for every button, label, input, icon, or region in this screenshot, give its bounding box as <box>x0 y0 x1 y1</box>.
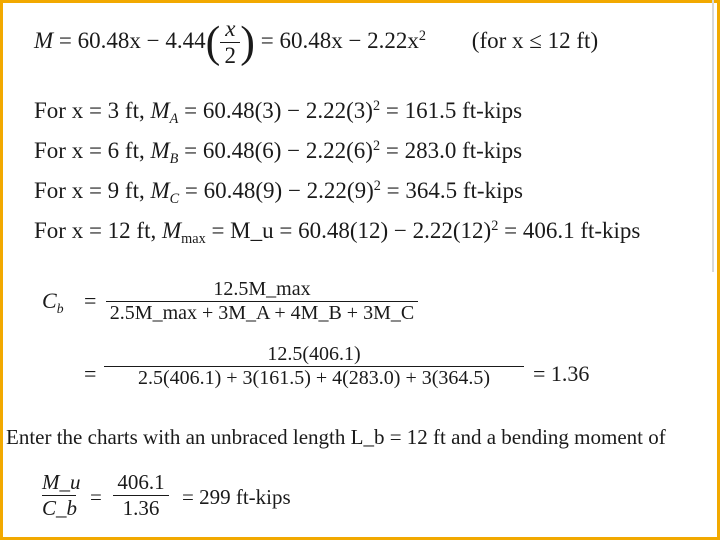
cb-general-numerator: 12.5M_max <box>213 278 311 300</box>
instruction-text: Enter the charts with an unbraced length L_b = 12 ft and a bending moment of <box>6 425 666 449</box>
cb-equals-1: = <box>84 288 97 313</box>
mu-result: = 299 ft-kips <box>182 485 291 509</box>
moment-row-max: For x = 12 ft, $M_{max}$ = M_u = $60.48(12) - 2.22(12)^2 = 406.1$ ft-kips <box>34 218 641 247</box>
cb-general-fraction <box>106 278 418 325</box>
cb-result: = 1.36 <box>533 361 590 386</box>
cb-numeric-numerator: 12.5(406.1) <box>267 343 361 365</box>
numeric-ratio-fraction: 406.1 1.36 <box>113 470 169 521</box>
cb-equals-2: = <box>84 361 97 386</box>
panel-edge-line <box>712 0 714 272</box>
cb-numeric-fraction <box>104 343 524 390</box>
condition-label: (for x ≤ 12 ft) <box>471 27 599 53</box>
moment-equation: M = 60.48x − 4.44( $\frac{x}{2}$ ) = $60.48x - 2.22x^2$ (for x ≤ 12 ft) <box>34 16 599 68</box>
moment-row-a: For x = 3 ft, $M_A = 60.48(3) - 2.22(3)^2 = 161.5$ ft-kips <box>34 98 523 127</box>
cb-numeric-denominator: 2.5(406.1) + 3(161.5) + 4(283.0) + 3(364.5) <box>137 367 491 389</box>
moment-row-b: For x = 6 ft, $M_B = 60.48(6) - 2.22(6)^2 = 283.0$ ft-kips <box>34 138 523 167</box>
moment-row-c: For x = 9 ft, $M_C = 60.48(9) - 2.22(9)^2 = 364.5$ ft-kips <box>34 178 523 207</box>
cb-general-denominator: 2.5M_max + 3M_A + 4M_B + 3M_C <box>109 302 415 324</box>
mu-equals: = <box>90 485 102 509</box>
mu-over-cb-fraction: M_u C_b <box>42 470 81 520</box>
cb-symbol: $C_b$ <box>42 288 64 316</box>
